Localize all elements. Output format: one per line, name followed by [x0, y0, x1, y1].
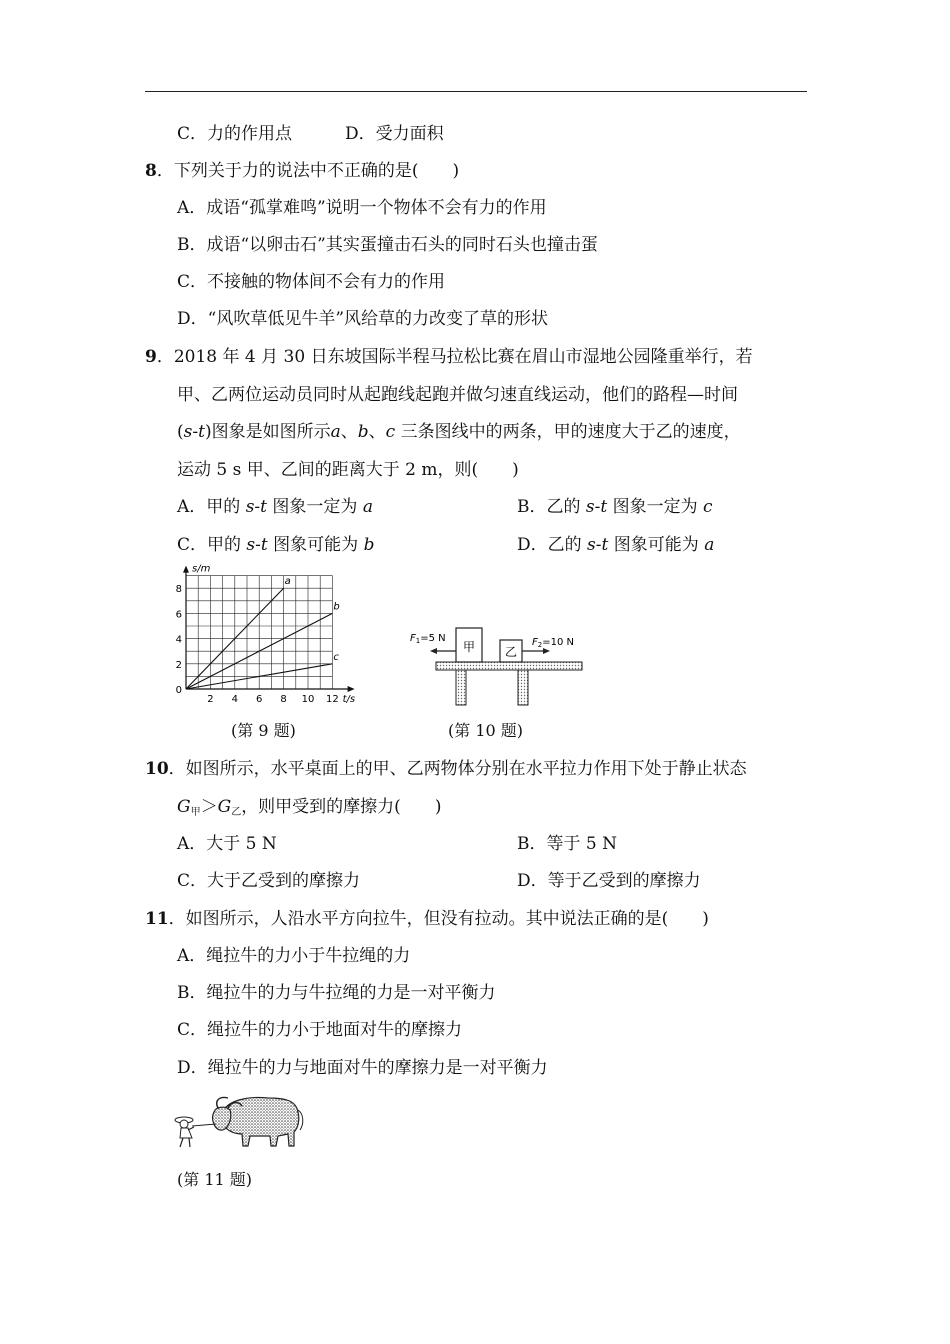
- f1-sub: 1: [415, 637, 421, 645]
- q10-option-d: D．等于乙受到的摩擦力: [517, 871, 701, 891]
- t: (: [177, 422, 184, 442]
- table-leg-left: [456, 670, 466, 705]
- q8-option-a: A．成语“孤掌难鸣”说明一个物体不会有力的作用: [177, 198, 547, 218]
- t: 图象一定为: [267, 497, 363, 517]
- y-axis-arrow: [183, 566, 189, 573]
- q10-option-b: B．等于 5 N: [517, 834, 617, 854]
- q8-stem: [145, 160, 459, 182]
- var-g: G: [217, 797, 232, 817]
- ox-body: [222, 1098, 299, 1146]
- y-tick-label: 8: [175, 584, 182, 596]
- x-tick-label: 12: [326, 694, 339, 705]
- var-b: b: [357, 422, 369, 442]
- x-tick-label: 2: [207, 694, 214, 705]
- t: 、: [368, 422, 386, 442]
- person-arm: [188, 1127, 194, 1130]
- x-axis-arrow: [348, 686, 355, 692]
- f2-sub: 2: [537, 641, 543, 649]
- var-t: t: [260, 535, 268, 555]
- y-tick-label: 4: [175, 634, 182, 646]
- q9-line1-text: ．2018 年 4 月 30 日东坡国际半程马拉松比赛在眉山市湿地公园隆重举行，若: [156, 347, 753, 367]
- x-tick-label: 10: [301, 694, 315, 705]
- t: 图象一定为: [607, 497, 704, 517]
- q9-option-a: [177, 496, 373, 518]
- q11-figure-person-pulling-ox: [170, 1090, 310, 1152]
- rope: [192, 1124, 216, 1126]
- chart-grid: [186, 576, 332, 689]
- person-leg-left: [180, 1138, 183, 1147]
- q9-stem-line2: 甲、乙两位运动员同时从起跑线起跑并做匀速直线运动，他们的路程—时间: [177, 385, 738, 405]
- x-axis-label: t/s: [342, 694, 356, 705]
- t: )图象是如图所示: [204, 422, 331, 442]
- t: -: [594, 497, 601, 517]
- var-g: G: [177, 797, 191, 817]
- table-top: [436, 662, 582, 670]
- block-yi-label: 乙: [504, 645, 518, 659]
- y-axis-label: s/m: [192, 563, 211, 575]
- t: 、: [340, 422, 358, 442]
- var-t: t: [198, 422, 205, 442]
- q9-stem-line1: [145, 346, 753, 368]
- q8-option-d: D．“风吹草低见牛羊”风给草的力改变了草的形状: [177, 309, 549, 329]
- var-s: s: [246, 535, 256, 555]
- person-leg-right: [189, 1138, 190, 1147]
- q10-stem-line2: [177, 796, 441, 824]
- x-tick-label: 4: [231, 694, 238, 705]
- f1-letter: F: [410, 633, 416, 644]
- q11-option-d: D．绳拉牛的力与地面对牛的摩擦力是一对平衡力: [177, 1058, 548, 1078]
- q11-stem-text: ．如图所示，人沿水平方向拉牛，但没有拉动。其中说法正确的是( ): [168, 909, 709, 929]
- sub-yi: 乙: [231, 807, 242, 818]
- series-label-b: b: [333, 601, 340, 613]
- f2-letter: F: [532, 637, 538, 648]
- var-c: c: [385, 422, 396, 442]
- q11-stem: [145, 908, 709, 930]
- q11-option-b: B．绳拉牛的力与牛拉绳的力是一对平衡力: [177, 983, 496, 1003]
- var-s: s: [585, 497, 595, 517]
- origin-label: 0: [175, 685, 182, 696]
- q9-option-b: [517, 496, 713, 518]
- q11-option-c: C．绳拉牛的力小于地面对牛的摩擦力: [177, 1020, 463, 1040]
- var-s: s: [245, 497, 255, 517]
- var-t: t: [260, 497, 268, 517]
- var-s: s: [587, 535, 596, 555]
- f1-value: =5 N: [420, 633, 446, 644]
- q11-figure-caption: (第 11 题): [177, 1170, 253, 1189]
- series-label-c: c: [333, 651, 339, 663]
- q8-number: 8: [145, 161, 157, 181]
- gt-sign: ＞: [200, 797, 218, 817]
- q10-number: 10: [145, 759, 169, 779]
- q9-figure-caption: (第 9 题): [231, 721, 296, 740]
- series-label-a: a: [284, 576, 291, 588]
- chart-axes: [183, 563, 355, 692]
- q8-option-b: B．成语“以卵击石”其实蛋撞击石头的同时石头也撞击蛋: [177, 235, 598, 255]
- var: a: [362, 497, 373, 517]
- q11-number: 11: [145, 909, 169, 929]
- t: 图象可能为: [267, 535, 364, 555]
- var: b: [363, 535, 375, 555]
- f2-arrow-head: [543, 648, 550, 654]
- q9-option-d: [517, 534, 714, 556]
- var-s: s: [183, 422, 193, 442]
- var-t: t: [601, 535, 609, 555]
- q10-option-c: C．大于乙受到的摩擦力: [177, 871, 361, 891]
- q9-st-graph: [170, 565, 360, 710]
- y-tick-label: 2: [175, 659, 182, 671]
- q9-option-c: [177, 534, 374, 556]
- t: 图象可能为: [608, 535, 705, 555]
- var-a: a: [330, 422, 341, 442]
- var-t: t: [600, 497, 608, 517]
- var: a: [704, 535, 715, 555]
- x-tick-label: 8: [280, 694, 287, 705]
- q9-number: 9: [145, 347, 157, 367]
- f1-label: [410, 633, 446, 645]
- x-tick-label: 6: [256, 694, 263, 705]
- header-rule: [145, 91, 807, 92]
- t: C．甲的: [177, 535, 247, 555]
- q10-tail: ，则甲受到的摩擦力( ): [241, 797, 442, 817]
- q10-stem-text: ．如图所示，水平桌面上的甲、乙两物体分别在水平拉力作用下处于静止状态: [168, 759, 747, 779]
- q8-stem-text: ．下列关于力的说法中不正确的是( ): [156, 161, 460, 181]
- q10-stem-line1: [145, 758, 747, 780]
- table-leg-right: [518, 670, 528, 705]
- person-head: [180, 1120, 188, 1128]
- q11-option-a: A．绳拉牛的力小于牛拉绳的力: [177, 946, 411, 966]
- q7-option-d: D．受力面积: [345, 124, 444, 144]
- t: 三条图线中的两条，甲的速度大于乙的速度，: [395, 422, 741, 442]
- q10-option-a: A．大于 5 N: [177, 834, 277, 854]
- f2-value: =10 N: [542, 637, 574, 648]
- q10-figure: [400, 622, 600, 712]
- block-jia-label: 甲: [462, 640, 476, 654]
- t: -: [255, 535, 261, 555]
- t: -: [595, 535, 602, 555]
- t: -: [254, 497, 261, 517]
- q7-option-c: C．力的作用点: [177, 124, 293, 144]
- y-tick-label: 6: [175, 609, 182, 621]
- f1-arrow-head: [430, 648, 437, 654]
- chart-labels: [176, 564, 355, 705]
- t: B．乙的: [517, 497, 586, 517]
- t: -: [192, 422, 199, 442]
- sub-jia: 甲: [190, 807, 201, 818]
- q9-stem-line4: 运动 5 s 甲、乙间的距离大于 2 m，则( ): [177, 460, 519, 480]
- f2-label: [532, 637, 574, 649]
- q8-option-c: C．不接触的物体间不会有力的作用: [177, 272, 446, 292]
- t: D．乙的: [517, 535, 588, 555]
- q9-stem-line3: [177, 421, 741, 443]
- t: A．甲的: [177, 497, 246, 517]
- var: c: [703, 497, 713, 517]
- q10-figure-caption: (第 10 题): [448, 721, 524, 740]
